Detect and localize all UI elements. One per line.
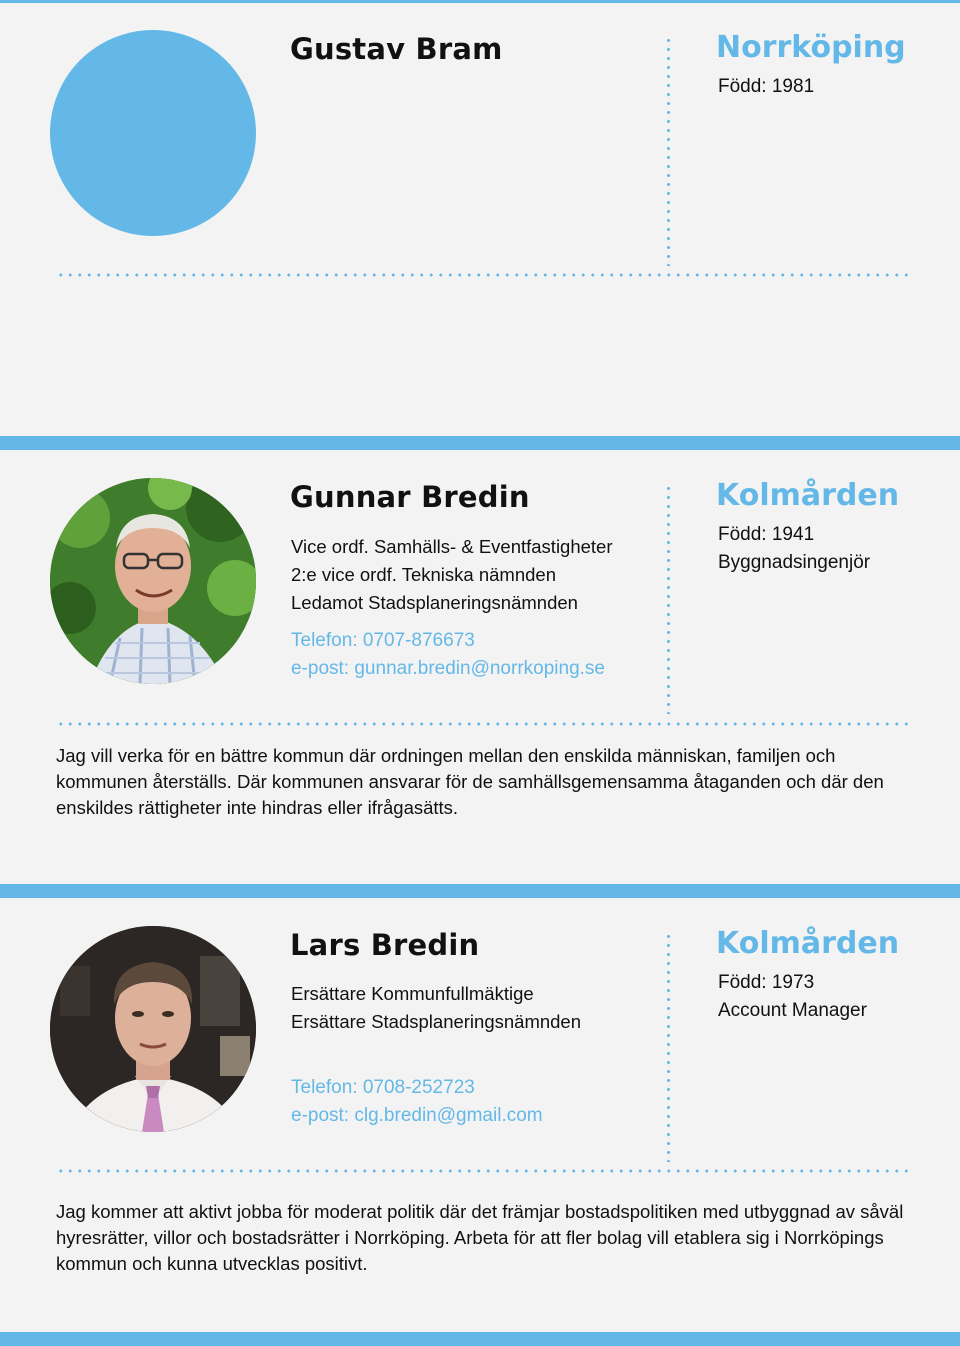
horizontal-dotted-divider [56, 273, 908, 277]
section-separator-bar [0, 1332, 960, 1346]
candidate-roles [291, 980, 581, 1036]
phone-text: Telefon: 0707-876673 [291, 630, 475, 651]
candidate-name: Gunnar Bredin [290, 480, 530, 514]
born-year: Född: 1981 [718, 76, 815, 97]
avatar-photo-gunnar [50, 478, 256, 684]
role-item: Ersättare Kommunfullmäktige [291, 983, 534, 1004]
avatar-placeholder [50, 30, 256, 236]
candidate-born [718, 521, 870, 577]
avatar-photo-lars [50, 926, 256, 1132]
candidate-card-gunnar [0, 450, 960, 884]
section-separator-bar [0, 884, 960, 898]
horizontal-dotted-divider [56, 1169, 908, 1173]
email-link[interactable]: e-post: clg.bredin@gmail.com [291, 1105, 543, 1126]
candidate-card-gustav [0, 0, 960, 436]
candidate-city: Norrköping [716, 30, 906, 65]
phone-text: Telefon: 0708-252723 [291, 1077, 475, 1098]
born-year: Född: 1973 [718, 972, 815, 993]
candidate-born [718, 969, 867, 1025]
candidate-name: Lars Bredin [290, 928, 480, 962]
role-item: 2:e vice ordf. Tekniska nämnden [291, 564, 556, 585]
role-item: Ersättare Stadsplaneringsnämnden [291, 1011, 582, 1032]
profession: Account Manager [718, 1000, 867, 1021]
portrait-illustration [50, 926, 256, 1132]
vertical-dotted-divider [667, 484, 670, 714]
candidate-bio: Jag kommer att aktivt jobba för moderat politik där det främjar bostadspolitiken med utbyggnad av såväl hyresrätter, villor och bostadsrätter i Norrköping. Arbeta för att fler bolag vill etablera sig i Norrköpings kommun och kunna utvecklas positivt. [56, 1201, 904, 1274]
section-separator-bar [0, 436, 960, 450]
candidate-contact [291, 627, 605, 683]
candidate-bio: Jag vill verka för en bättre kommun där ordningen mellan den enskilda människan, familjen och kommunen återställs. Där kommunen ansvarar för de samhällsgemensamma åtaganden och där den enskildes rättigheter inte hindras eller ifrågasätts. [56, 745, 884, 818]
email-link[interactable]: e-post: gunnar.bredin@norrkoping.se [291, 658, 605, 679]
role-item: Ledamot Stadsplaneringsnämnden [291, 592, 578, 613]
candidate-card-lars [0, 898, 960, 1332]
candidate-roles [291, 533, 613, 617]
candidate-name: Gustav Bram [290, 32, 503, 66]
candidate-city: Kolmården [716, 926, 900, 961]
vertical-dotted-divider [667, 932, 670, 1162]
role-item: Vice ordf. Samhälls- & Eventfastigheter [291, 536, 613, 557]
candidate-contact [291, 1074, 543, 1130]
profession: Byggnadsingenjör [718, 552, 871, 573]
portrait-illustration [50, 478, 256, 684]
candidate-born [718, 73, 814, 101]
born-year: Född: 1941 [718, 524, 815, 545]
candidate-city: Kolmården [716, 478, 900, 513]
horizontal-dotted-divider [56, 722, 908, 726]
vertical-dotted-divider [667, 36, 670, 266]
